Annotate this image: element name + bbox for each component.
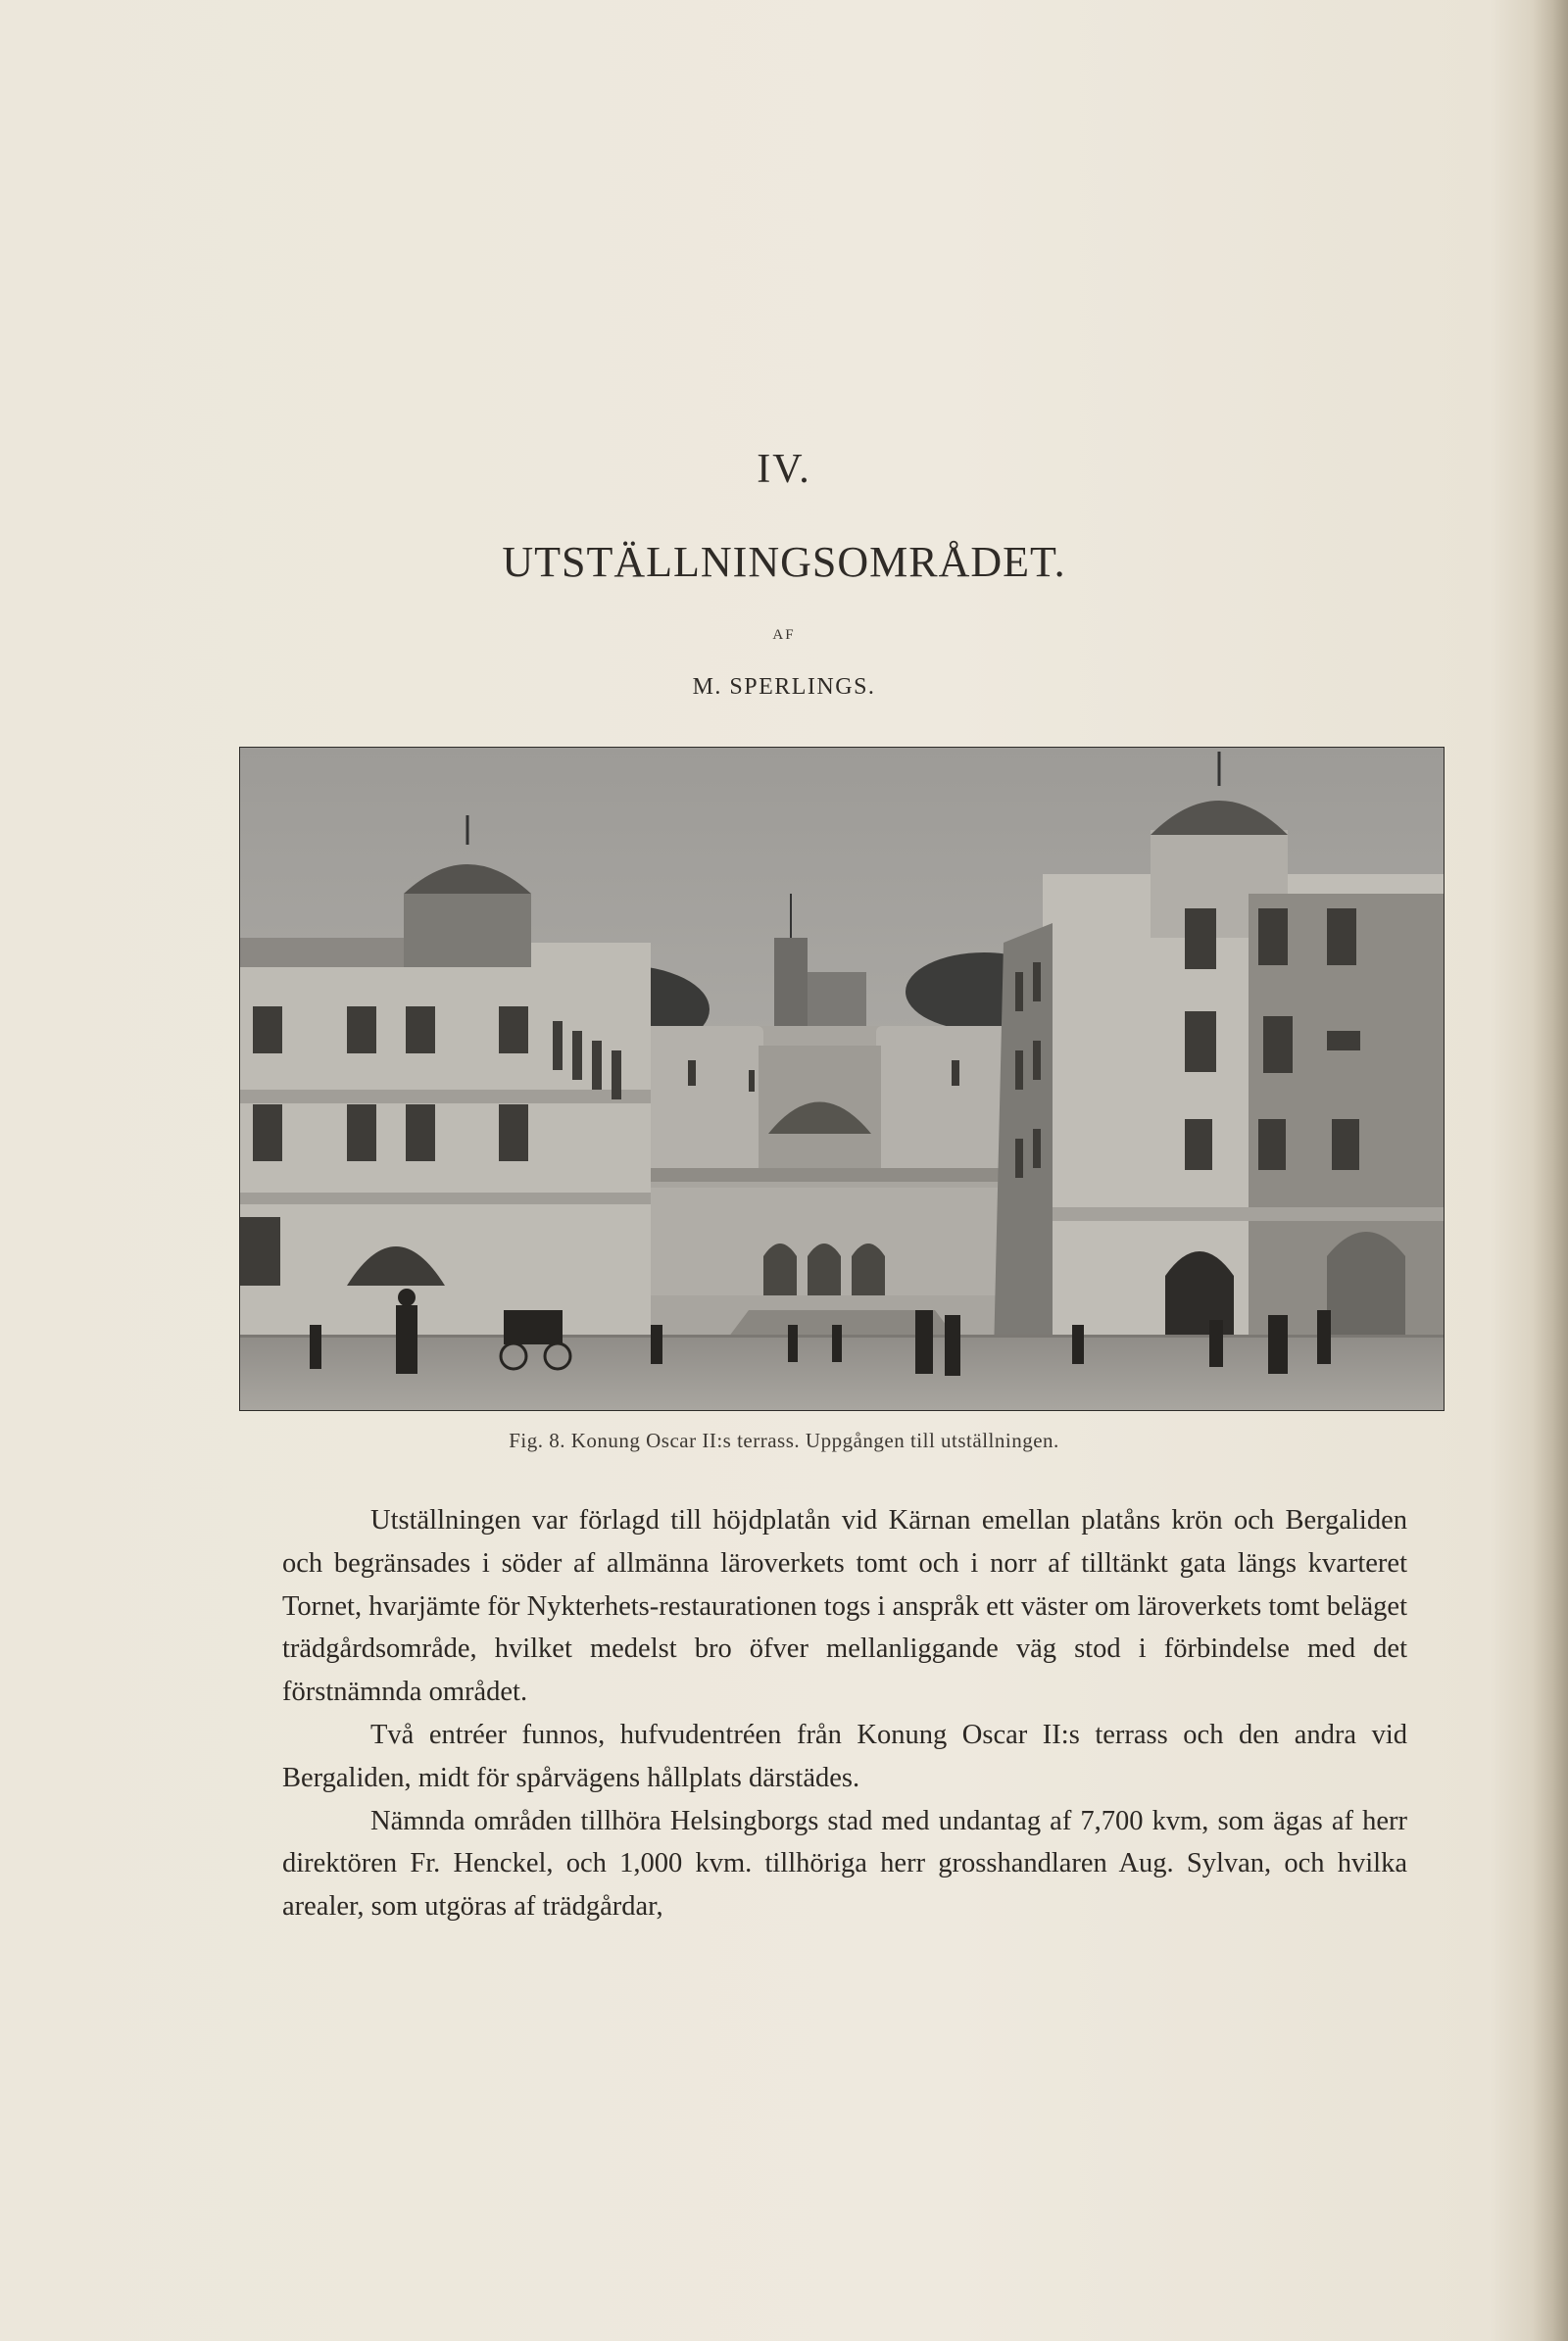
paragraph-3: Nämnda områden tillhöra Helsingborgs stad med undantag af 7,700 kvm, som ägas af herr direktören Fr. Henckel, och 1,000 kvm. tillhöriga herr grosshandlaren Aug. Sylvan, och hvilka arealer, som utgöras af trädgårdar,: [282, 1805, 1407, 1923]
author-name: M. SPERLINGS.: [692, 674, 876, 700]
chapter-number: IV.: [757, 447, 811, 492]
chapter-title: UTSTÄLLNINGSOMRÅDET.: [502, 538, 1066, 586]
figure-photograph: [239, 747, 1445, 1411]
body-text: [282, 1499, 1407, 1928]
figure-caption: Fig. 8. Konung Oscar II:s terrass. Uppgången till utställningen.: [509, 1429, 1059, 1452]
book-spine-shadow: [1533, 0, 1568, 2341]
paragraph-1: Utställningen var förlagd till höjdplatån vid Kärnan emellan platåns krön och Bergaliden och begränsades i söder af allmänna läroverkets tomt och i norr af tilltänkt gata längs kvarteret Tornet, hvarjämte för Nykterhets-restaurationen togs i anspråk ett väster om läroverkets tomt beläget trädgårdsområde, hvilket medelst bro öfver mellanliggande väg stod i förbindelse med det förstnämnda området.: [282, 1505, 1407, 1708]
paragraph-2: Två entréer funnos, hufvudentréen från Konung Oscar II:s terrass och den andra vid Bergaliden, midt för spårvägens hållplats därstädes.: [282, 1719, 1407, 1793]
byline-prefix: AF: [772, 627, 796, 643]
